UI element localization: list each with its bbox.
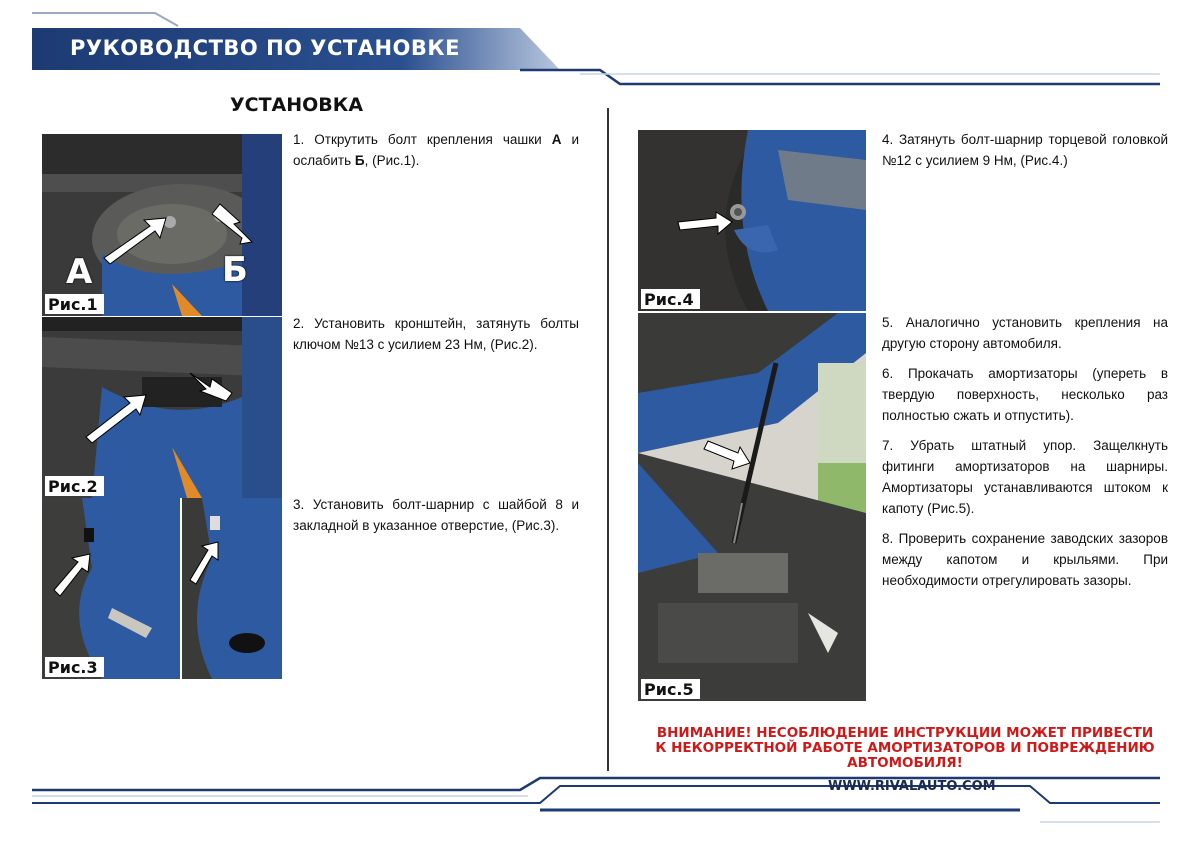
step-1-bolt-b: Б bbox=[354, 153, 365, 168]
figure-4-label: Рис.4 bbox=[641, 289, 700, 309]
warning-text: ВНИМАНИЕ! НЕСОБЛЮДЕНИЕ ИНСТРУКЦИИ МОЖЕТ ПРИВЕСТИ К НЕКОРРЕКТНОЙ РАБОТЕ АМОРТИЗАТОРОВ И ПОВРЕЖДЕНИЮ АВТОМОБИЛЯ! bbox=[655, 725, 1155, 771]
section-title: УСТАНОВКА bbox=[230, 94, 364, 116]
step-3: 3. Установить болт-шарнир с шайбой 8 и закладной в указанное отверстие, (Рис.3). bbox=[293, 497, 579, 533]
figure-3-photo bbox=[42, 498, 282, 679]
step-2: 2. Установить кронштейн, затянуть болты ключом №13 с усилием 23 Нм, (Рис.2). bbox=[293, 316, 579, 352]
footer-banner bbox=[0, 770, 1200, 830]
steps-5-8 bbox=[882, 312, 1168, 600]
figure-1-label: Рис.1 bbox=[45, 294, 104, 314]
figure-1-photo bbox=[42, 134, 282, 316]
column-divider bbox=[607, 108, 609, 771]
step-1-text-e: , (Рис.1). bbox=[364, 153, 420, 168]
figure-2-photo bbox=[42, 317, 282, 498]
step-4: 4. Затянуть болт-шарнир торцевой головкой №12 с усилием 9 Нм, (Рис.4.) bbox=[882, 132, 1168, 168]
figure-4-photo bbox=[638, 130, 866, 311]
step-5: 5. Аналогично установить крепления на другую сторону автомобиля. bbox=[882, 315, 1168, 351]
step-1-bolt-a: А bbox=[551, 132, 562, 147]
figure-5-label: Рис.5 bbox=[641, 679, 700, 699]
figure-5-photo bbox=[638, 313, 866, 701]
website-link[interactable]: WWW.RIVALAUTO.COM bbox=[828, 779, 996, 794]
step-8: 8. Проверить сохранение заводских зазоров между капотом и крыльями. При необходимости отрегулировать зазоры. bbox=[882, 531, 1168, 588]
step-1-text-c: и ослабить bbox=[293, 132, 579, 168]
step-1 bbox=[293, 129, 579, 171]
figure-1-letter-a: А bbox=[66, 252, 93, 292]
figure-1-letter-b: Б bbox=[222, 250, 248, 290]
step-6: 6. Прокачать амортизаторы (упереть в твердую поверхность, несколько раз полностью сжать и отпустить). bbox=[882, 366, 1168, 423]
figure-2-label: Рис.2 bbox=[45, 476, 104, 496]
step-7: 7. Убрать штатный упор. Защелкнуть фитинги амортизаторов на шарниры. Амортизаторы устанавливаются штоком к капоту (Рис.5). bbox=[882, 438, 1168, 516]
step-1-text-a: 1. Открутить болт крепления чашки bbox=[293, 132, 552, 147]
figure-3-label: Рис.3 bbox=[45, 657, 104, 677]
document-title: РУКОВОДСТВО ПО УСТАНОВКЕ bbox=[70, 36, 460, 60]
